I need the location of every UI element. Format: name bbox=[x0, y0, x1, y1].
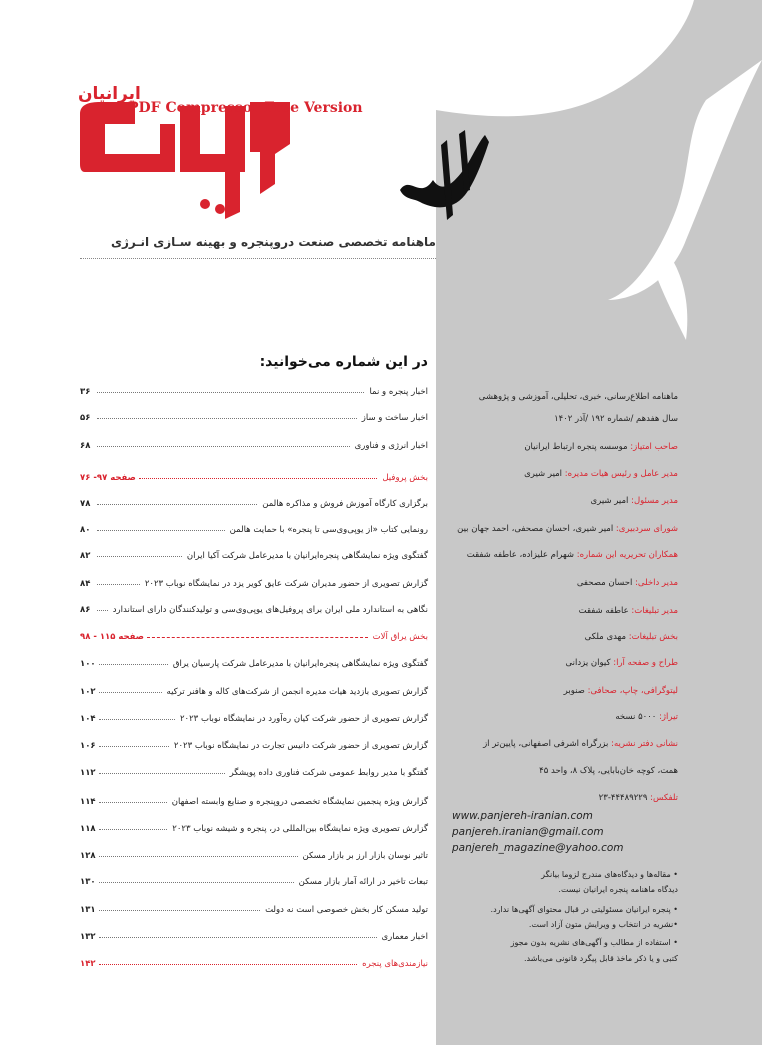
masthead-row bbox=[452, 524, 678, 534]
masthead-value: همت، کوچه خان‌بابایی، پلاک ۸، واحد ۴۵ bbox=[539, 766, 678, 776]
toc-item[interactable] bbox=[80, 711, 428, 727]
masthead-value: عاطفه شفقت bbox=[578, 606, 632, 616]
leader-dots bbox=[97, 583, 140, 585]
toc-item-title: گزارش تصویری بازدید هیات مدیره انجمن از شرکت‌های کاله و هافنر ترکیه bbox=[166, 687, 428, 697]
leader-dots bbox=[99, 828, 168, 830]
toc-item-page: ۱۲۸ bbox=[80, 851, 96, 861]
toc-item-title: بخش پروفیل bbox=[382, 473, 428, 483]
toc-item[interactable] bbox=[80, 410, 428, 426]
toc-item-title: اخبار ساخت و ساز bbox=[361, 413, 428, 423]
masthead-label: همکاران تحریریه این شماره: bbox=[576, 550, 678, 560]
masthead-row bbox=[452, 578, 678, 588]
leader-dots bbox=[99, 801, 167, 803]
masthead-row bbox=[452, 392, 678, 402]
toc-item-title: بخش یراق آلات bbox=[372, 632, 428, 642]
toc-item-page: ۱۰۰ bbox=[80, 659, 96, 669]
toc-item[interactable] bbox=[80, 656, 428, 672]
leader-dots bbox=[99, 936, 377, 938]
toc-item-title: نیازمندی‌های پنجره bbox=[362, 959, 428, 969]
masthead-value: سال هفدهم /شماره ۱۹۲ /آذر ۱۴۰۲ bbox=[554, 414, 678, 424]
toc-item-page: ۱۳۲ bbox=[80, 932, 96, 942]
toc-item-title: برگزاری کارگاه آموزش فروش و مذاکره هالمن bbox=[262, 499, 428, 509]
masthead-label: بخش تبلیغات: bbox=[628, 632, 678, 642]
toc-item[interactable] bbox=[80, 438, 428, 454]
leader-dots bbox=[97, 503, 257, 505]
toc-item-page: ۱۱۲ bbox=[80, 768, 96, 778]
masthead-row bbox=[452, 442, 678, 452]
masthead-value: ۵۰۰۰ نسخه bbox=[615, 712, 660, 722]
toc-item-title: گفتگوی ویژه نمایشگاهی پنجره‌ایرانیان با مدیرعامل شرکت پارسیان یراق bbox=[172, 659, 428, 669]
masthead-row bbox=[452, 414, 678, 424]
masthead-value: موسسه پنجره ارتباط ایرانیان bbox=[524, 442, 631, 452]
note-line: دیدگاه ماهنامه پنجره ایرانیان نیست. bbox=[558, 885, 678, 894]
website-link[interactable]: www.panjereh-iranian.com bbox=[452, 810, 593, 822]
masthead-value: امیر شیری، احسان مصحفی، احمد جهان بین bbox=[457, 524, 616, 534]
masthead-label: شورای سردبیری: bbox=[615, 524, 678, 534]
toc-item[interactable] bbox=[80, 794, 428, 810]
leader-dots bbox=[99, 855, 298, 857]
leader-dots bbox=[99, 663, 168, 665]
masthead-value: شهرام علیزاده، عاطفه شفقت bbox=[466, 550, 577, 560]
note-line: •نشریه در انتخاب و ویرایش متون آزاد است. bbox=[528, 920, 678, 929]
toc-item-page: ۳۶ bbox=[80, 387, 91, 397]
toc-item[interactable] bbox=[80, 548, 428, 564]
note-line: • پنجره ایرانیان مسئولیتی در قبال محتوای آگهی‌ها ندارد. bbox=[490, 905, 678, 914]
masthead-value: بزرگراه اشرفی اصفهانی، پایین‌تر از bbox=[483, 739, 612, 749]
toc-item[interactable] bbox=[80, 602, 428, 618]
calligraphy-bismillah bbox=[395, 120, 495, 230]
masthead-row bbox=[452, 686, 678, 696]
toc-item[interactable] bbox=[80, 496, 428, 512]
toc-item-title: نگاهی به استاندارد ملی ایران برای پروفیل‌های یو‌پی‌وی‌سی و تولیدکنندگان دارای استاندارد bbox=[112, 605, 428, 615]
masthead-value: امیر شیری bbox=[524, 469, 565, 479]
leader-dots bbox=[97, 529, 225, 531]
leader-dots bbox=[99, 745, 169, 747]
toc-item-page: ۱۳۱ bbox=[80, 905, 96, 915]
toc-item-title: اخبار انرژی و فناوری bbox=[354, 441, 428, 451]
leader-dots bbox=[99, 691, 162, 693]
toc-item-title: گزارش تصویری از حضور مدیران شرکت عایق کویر یزد در نمایشگاه نوباب ۲۰۲۳ bbox=[144, 579, 428, 589]
masthead-row bbox=[452, 712, 678, 722]
toc-item-title: گزارش ویژه پنجمین نمایشگاه تخصصی دروپنجره و صنایع وابسته اصفهان bbox=[171, 797, 428, 807]
toc-item[interactable] bbox=[80, 929, 428, 945]
masthead-value: ماهنامه اطلاع‌رسانی، خبری، تحلیلی، آموزشی و پژوهشی bbox=[478, 392, 678, 402]
masthead-label: مدیر مسئول: bbox=[631, 496, 678, 506]
leader-dots bbox=[99, 772, 225, 774]
toc-item-title: گزارش تصویری از حضور شرکت کیان ره‌آورد در نمایشگاه نوباب ۲۰۲۳ bbox=[179, 714, 428, 724]
email-link-gmail[interactable]: panjereh.iranian@gmail.com bbox=[452, 826, 604, 838]
toc-item-page: ۱۰۴ bbox=[80, 714, 96, 724]
leader-dots bbox=[97, 555, 182, 557]
toc-item-title: رونمایی کتاب «از یو‌پی‌وی‌سی تا پنجره» با حمایت هالمن bbox=[229, 525, 428, 535]
leader-dashes bbox=[147, 636, 368, 638]
toc-item-page: ۸۶ bbox=[80, 605, 91, 615]
masthead-row bbox=[452, 739, 678, 749]
toc-item-page: ۷۸ bbox=[80, 499, 91, 509]
toc-item[interactable] bbox=[80, 765, 428, 781]
toc-item[interactable] bbox=[80, 821, 428, 837]
toc-title: در این شماره می‌خوانید: bbox=[259, 354, 428, 370]
masthead-row bbox=[452, 793, 678, 803]
note-line: • استفاده از مطالب و آگهی‌های نشریه بدون مجوز bbox=[510, 938, 678, 947]
tagline-divider bbox=[80, 258, 436, 259]
note-line: • مقاله‌ها و دیدگاه‌های مندرج لزوما بیانگر bbox=[541, 870, 678, 879]
masthead-row bbox=[452, 469, 678, 479]
masthead-label: مدیر داخلی: bbox=[635, 578, 678, 588]
masthead-row bbox=[452, 658, 678, 668]
toc-item-page: ۶۸ bbox=[80, 441, 91, 451]
masthead-label: طراح و صفحه آرا: bbox=[613, 658, 678, 668]
toc-item-title: تبعات تاخیر در ارائه آمار بازار مسکن bbox=[298, 877, 428, 887]
leader-dots bbox=[99, 909, 261, 911]
leader-dots bbox=[97, 417, 357, 419]
masthead-label: مدیر تبلیغات: bbox=[631, 606, 678, 616]
toc-section-profile[interactable] bbox=[80, 470, 428, 486]
magazine-tagline: ماهنامه تخصصی صنعت دروپنجره و بهینه سـازی انـرژی bbox=[110, 235, 436, 249]
toc-item[interactable] bbox=[80, 576, 428, 592]
masthead-label: تلفکس: bbox=[650, 793, 678, 803]
masthead-value: احسان مصحفی bbox=[576, 578, 636, 588]
note-line: کتبی و یا ذکر ماخذ قابل پیگرد قانونی می‌باشد. bbox=[524, 954, 678, 963]
masthead-value: امیر شیری bbox=[590, 496, 632, 506]
masthead-row bbox=[452, 766, 678, 776]
toc-item-title: اخبار پنجره و نما bbox=[369, 387, 428, 397]
toc-item[interactable] bbox=[80, 384, 428, 400]
watermark-text: PDF Compressor Free Version bbox=[128, 100, 363, 116]
toc-item-page: ۸۲ bbox=[80, 551, 91, 561]
toc-item[interactable] bbox=[80, 902, 428, 918]
toc-item-page: ۱۴۲ bbox=[80, 959, 96, 969]
toc-item-page: ۵۶ bbox=[80, 413, 91, 423]
masthead-label: صاحب امتیاز: bbox=[630, 442, 678, 452]
toc-item[interactable] bbox=[80, 738, 428, 754]
toc-item[interactable] bbox=[80, 874, 428, 890]
brand-name-iranian: ایرانیان bbox=[78, 84, 141, 104]
masthead-label: لیتوگرافی، چاپ، صحافی: bbox=[587, 686, 678, 696]
masthead-row bbox=[452, 632, 678, 642]
toc-item-title: تولید مسکن کار بخش خصوصی است نه دولت bbox=[265, 905, 428, 915]
toc-item[interactable] bbox=[80, 848, 428, 864]
toc-item-title: گزارش تصویری ویژه نمایشگاه بین‌المللی در، پنجره و شیشه نوباب ۲۰۲۳ bbox=[172, 824, 428, 834]
toc-item-title: گزارش تصویری از حضور شرکت دانیس تجارت در نمایشگاه نوباب ۲۰۲۳ bbox=[173, 741, 428, 751]
toc-item-title: تاثیر نوسان بازار ارز بر بازار مسکن bbox=[302, 851, 428, 861]
toc-section-hardware[interactable] bbox=[80, 629, 428, 645]
toc-item-title: گفتگو با مدیر روابط عمومی شرکت فناوری داده پویشگر bbox=[229, 768, 428, 778]
masthead-row bbox=[452, 550, 678, 560]
toc-item-page: ۱۱۸ bbox=[80, 824, 96, 834]
toc-item-page: ۱۳۰ bbox=[80, 877, 96, 887]
leader-dots bbox=[99, 718, 175, 720]
toc-item-page: ۱۰۶ bbox=[80, 741, 96, 751]
masthead-value: ۴۴۴۸۹۲۲۹-۲۳ bbox=[598, 793, 651, 803]
masthead-row bbox=[452, 496, 678, 506]
masthead-label: تیراژ: bbox=[659, 712, 678, 722]
toc-item[interactable] bbox=[80, 684, 428, 700]
toc-item-page: ۸۰ bbox=[80, 525, 91, 535]
leader-dots bbox=[97, 445, 350, 447]
masthead-label: مدیر عامل و رئیس هیات مدیره: bbox=[564, 469, 678, 479]
toc-item-title: اخبار معماری bbox=[381, 932, 428, 942]
toc-item-page: صفحه ۹۷- ۷۶ bbox=[80, 473, 136, 483]
toc-item-title: گفتگوی ویژه نمایشگاهی پنجره‌ایرانیان با مدیرعامل شرکت آکیا ایران bbox=[186, 551, 428, 561]
email-link-yahoo[interactable]: panjereh_magazine@yahoo.com bbox=[452, 842, 624, 854]
leader-dots bbox=[99, 963, 358, 965]
leader-dots bbox=[99, 881, 294, 883]
masthead-label: نشانی دفتر نشریه: bbox=[611, 739, 678, 749]
leader-dots bbox=[139, 477, 378, 479]
leader-dots bbox=[97, 391, 364, 393]
masthead-value: صنوبر bbox=[563, 686, 588, 696]
masthead-row bbox=[452, 606, 678, 616]
toc-item[interactable] bbox=[80, 522, 428, 538]
masthead-value: کیوان یزدانی bbox=[565, 658, 614, 668]
toc-item[interactable] bbox=[80, 956, 428, 972]
leader-dots bbox=[97, 609, 108, 611]
masthead-value: مهدی ملکی bbox=[584, 632, 629, 642]
toc-item-page: ۱۱۴ bbox=[80, 797, 96, 807]
toc-item-page: ۱۰۲ bbox=[80, 687, 96, 697]
toc-item-page: ۸۴ bbox=[80, 579, 91, 589]
toc-item-page: صفحه ۱۱۵ - ۹۸ bbox=[80, 632, 144, 642]
